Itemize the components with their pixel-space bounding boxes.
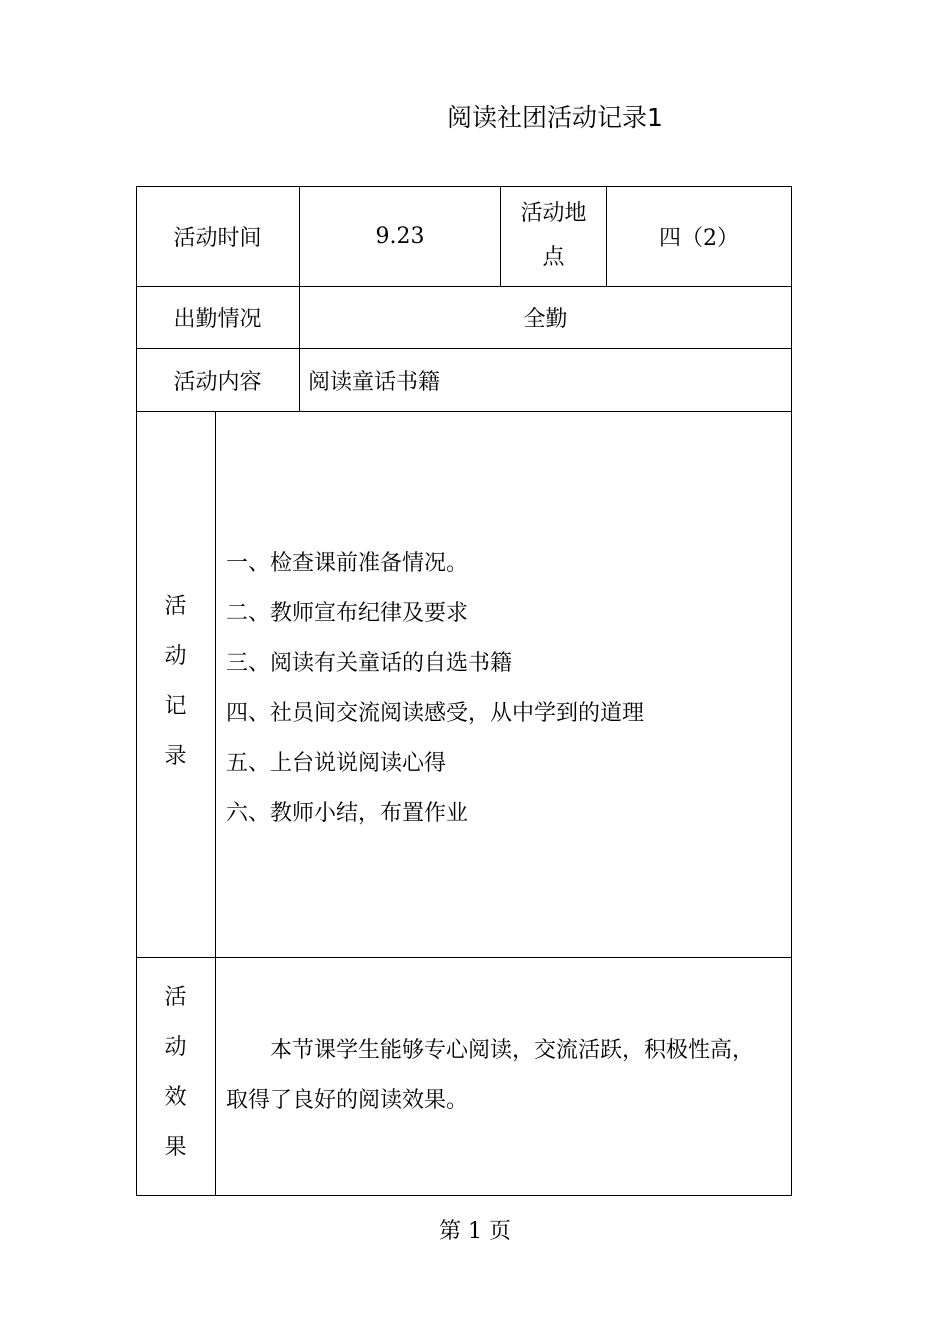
activity-place-label-line1: 活动地 [520, 201, 587, 226]
page-number: 第 1 页 [439, 1219, 511, 1244]
activity-time-label: 活动时间 [173, 225, 262, 251]
list-item: 五、上台说说阅读心得 [226, 751, 447, 776]
activity-place-label-line2: 点 [542, 245, 565, 270]
attendance-label: 出勤情况 [173, 307, 262, 332]
list-item: 二、教师宣布纪律及要求 [226, 601, 469, 626]
record-label-char: 记 [164, 694, 187, 719]
attendance-value: 全勤 [523, 307, 568, 332]
table-row-divider [136, 957, 792, 958]
record-label-char: 录 [164, 744, 187, 769]
record-label-char: 活 [164, 594, 187, 619]
table-border-right [791, 186, 792, 1196]
activity-record-label [136, 582, 215, 782]
activity-content-value: 阅读童话书籍 [308, 369, 441, 395]
list-item: 四、社员间交流阅读感受，从中学到的道理 [226, 701, 645, 726]
record-label-char: 动 [164, 644, 187, 669]
activity-effect-label [136, 973, 215, 1173]
activity-place-label [501, 186, 606, 286]
effect-text-line: 取得了良好的阅读效果。 [226, 1088, 469, 1113]
table-row-divider [136, 411, 792, 412]
effect-label-char: 活 [164, 985, 187, 1010]
effect-label-char: 果 [164, 1135, 187, 1160]
document-title: 阅读社团活动记录1 [447, 103, 663, 132]
activity-place-value: 四（2） [659, 225, 739, 251]
activity-effect-text [226, 1026, 788, 1126]
list-item: 六、教师小结，布置作业 [226, 801, 469, 826]
effect-label-char: 效 [164, 1085, 187, 1110]
table-border-bottom [136, 1195, 792, 1196]
list-item: 一、检查课前准备情况。 [226, 551, 469, 576]
effect-text-line: 本节课学生能够专心阅读，交流活跃，积极性高， [270, 1038, 755, 1063]
activity-record-list [226, 539, 644, 839]
activity-content-label: 活动内容 [173, 369, 262, 395]
activity-record-table [136, 186, 792, 1196]
list-item: 三、阅读有关童话的自选书籍 [226, 651, 513, 676]
effect-label-char: 动 [164, 1035, 187, 1060]
activity-time-value: 9.23 [375, 223, 425, 249]
table-column-divider [215, 411, 216, 1196]
